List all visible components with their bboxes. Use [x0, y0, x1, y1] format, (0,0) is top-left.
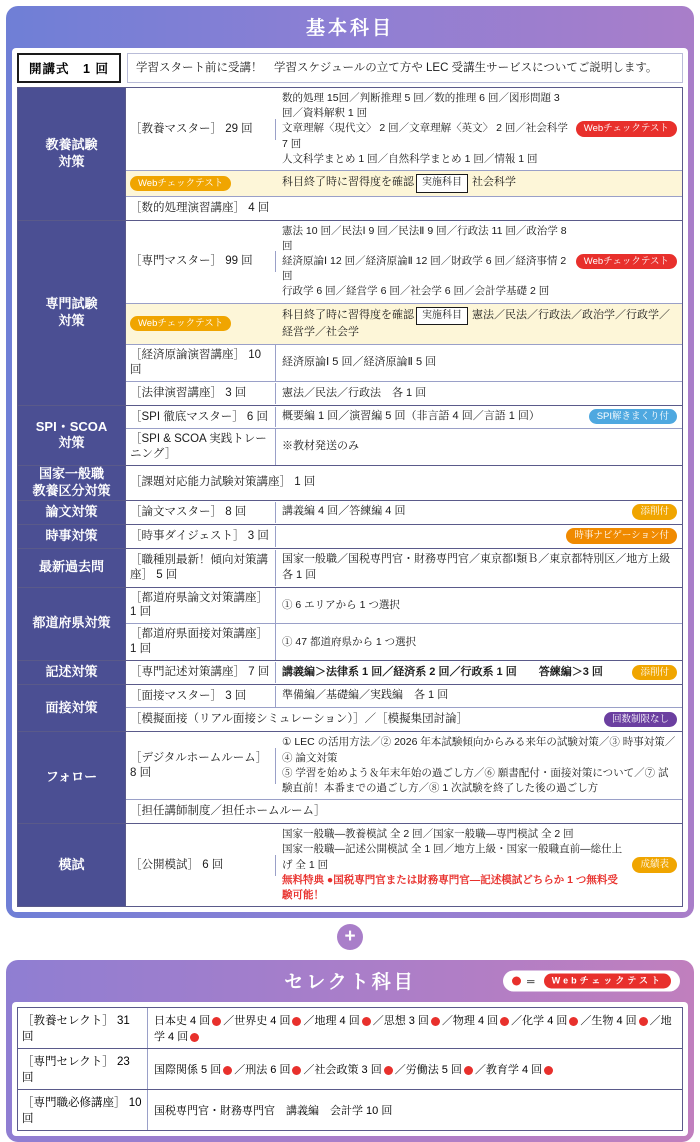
- select-title-text: セレクト科目: [284, 972, 416, 994]
- course-label: ［課題対応能力試験対策講座］ 1 回: [130, 476, 316, 489]
- red-dot-icon: [384, 1066, 393, 1075]
- table-row: [18, 406, 683, 466]
- red-dot-icon: [544, 1066, 553, 1075]
- table-row: [18, 548, 683, 587]
- list-item: [126, 624, 682, 660]
- web-check-chip-wrap: [576, 253, 682, 271]
- list-item: [126, 345, 682, 382]
- red-dot-icon: [212, 1017, 221, 1026]
- opening-notice-text: 学習スタート前に受講！ 学習スケジュールの立て方や LEC 受講生サービスについてご説明します。: [127, 53, 683, 83]
- category-ronbun: 論文対策: [18, 500, 126, 524]
- course-label: ［SPI & SCOA 実践トレーニング］: [126, 429, 276, 465]
- table-row: [18, 465, 683, 500]
- course-label: ［法律演習講座］ 3 回: [126, 383, 276, 404]
- jisshi-kamoku-mark: 実施科目: [416, 174, 468, 193]
- course-label: ［専門マスター］ 99 回: [126, 251, 276, 272]
- section-basic-body: [12, 48, 688, 912]
- category-moshi: 模試: [18, 824, 126, 907]
- table-row: [18, 1049, 683, 1090]
- list-item: [126, 406, 682, 429]
- category-senmon: 専門試験 対策: [18, 220, 126, 405]
- list-item: [18, 1090, 682, 1130]
- web-check-test-chip: Webチェックテスト: [576, 121, 677, 136]
- web-check-test-chip: Webチェックテスト: [130, 316, 231, 331]
- course-label: ［専門セレクト］ 23 回: [18, 1049, 148, 1089]
- red-dot-icon: [639, 1017, 648, 1026]
- legend-web-check: [503, 971, 680, 992]
- kaisu-chip-wrap: [604, 711, 682, 729]
- list-item: [126, 732, 682, 800]
- spi-tokimakuri-chip: SPI解きまくり付: [589, 409, 677, 424]
- web-check-chip-wrap: [576, 120, 682, 138]
- web-check-test-chip: Webチェックテスト: [544, 974, 671, 989]
- red-dot-icon: [464, 1066, 473, 1075]
- tensaku-chip: 添削付: [632, 665, 677, 680]
- course-desc: 数的処理 15回／判断推理 5 回／数的推理 6 回／図形問題 3 回／資料解釈 1 回 文章理解〈現代文〉 2 回／文章理解〈英文〉 2 回／社会科学 7 回 人文科学まとめ 1 回／自然科学まとめ 1 回／情報 1 回: [282, 92, 568, 165]
- course-label: ［デジタルホームルーム］ 8 回: [126, 748, 276, 784]
- red-dot-icon: [292, 1017, 301, 1026]
- table-row: [18, 88, 683, 221]
- table-row: [18, 524, 683, 548]
- red-dot-icon: [500, 1017, 509, 1026]
- section-select: [6, 960, 694, 1142]
- tensaku-chip: 添削付: [632, 504, 677, 519]
- red-dot-icon: [569, 1017, 578, 1026]
- tensaku-chip-wrap: [632, 503, 682, 521]
- course-desc: 憲法／民法／行政法 各 1 回: [282, 386, 427, 399]
- grade-chip-wrap: [632, 856, 682, 874]
- list-item: [18, 1049, 682, 1089]
- jiji-navigation-chip: 時事ナビゲーション付: [566, 528, 677, 543]
- list-item: [126, 88, 682, 171]
- list-item: [126, 661, 682, 684]
- course-label: ［SPI 徹底マスター］ 6 回: [126, 407, 276, 428]
- course-desc: [276, 533, 566, 539]
- free-benefit-note: 無料特典 ●国税専門官または財務専門官―記述模試どちらか 1 つ無料受験可能！: [282, 873, 618, 902]
- table-row: [18, 1008, 683, 1049]
- jisshi-kamoku-mark: 実施科目: [416, 307, 468, 326]
- select-course-table: [17, 1007, 683, 1131]
- list-item: [126, 685, 682, 708]
- course-desc: 国際関係 5 回 ／刑法 6 回 ／社会政策 3 回 ／労働法 5 回 ／教育学 4 回: [148, 1057, 682, 1081]
- section-basic: [6, 6, 694, 918]
- red-dot-icon: [190, 1033, 199, 1042]
- plus-icon: +: [337, 924, 363, 950]
- course-desc: 科目終了時に習得度を確認 実施科目 憲法／民法／行政法／政治学／行政学／経営学／社会学: [282, 308, 670, 339]
- list-item: [126, 382, 682, 405]
- list-item: [126, 304, 682, 345]
- course-desc: ① 47 都道府県から 1 つ選択: [282, 635, 417, 648]
- section-basic-title: 基本科目: [305, 18, 394, 39]
- course-label: ［経済原論演習講座］ 10 回: [126, 345, 276, 381]
- list-item: [126, 824, 682, 906]
- category-kakomon: 最新過去問: [18, 548, 126, 587]
- list-item: [126, 708, 682, 731]
- category-mensetsu: 面接対策: [18, 685, 126, 732]
- course-label: ［都道府県論文対策講座］ 1 回: [126, 588, 276, 624]
- course-desc: 国家一般職／国税専門官・財務専門官／東京都Ⅰ類Ｂ／東京都特別区／地方上級 各 1 回: [282, 552, 682, 581]
- course-desc: 科目終了時に習得度を確認 実施科目 社会科学: [276, 171, 682, 196]
- red-dot-icon: [292, 1066, 301, 1075]
- course-desc: 経済原論Ⅰ 5 回／経済原論Ⅱ 5 回: [282, 356, 437, 369]
- table-row: [18, 587, 683, 661]
- course-label: ［専門職必修講座］ 10 回: [18, 1090, 148, 1130]
- web-check-label: [126, 173, 276, 195]
- table-row: [18, 732, 683, 824]
- course-desc: 準備編／基礎編／実践編 各 1 回: [282, 689, 449, 702]
- list-item: [126, 221, 682, 304]
- list-item: [126, 501, 682, 524]
- course-desc: 講義編 4 回／答練編 4 回: [282, 505, 406, 518]
- plus-separator: [0, 918, 700, 954]
- list-item: [126, 525, 682, 548]
- course-label: ［面接マスター］ 3 回: [126, 686, 276, 707]
- course-desc: 講義編＞法律系 1 回／経済系 2 回／行政系 1 回 答練編＞3 回: [282, 665, 603, 678]
- course-label: ［専門記述対策講座］ 7 回: [126, 662, 276, 683]
- spi-chip-wrap: [589, 408, 682, 426]
- category-kijutsu: 記述対策: [18, 661, 126, 685]
- category-jiji: 時事対策: [18, 524, 126, 548]
- tensaku-chip-wrap: [632, 664, 682, 682]
- course-desc: ※教材発送のみ: [282, 439, 359, 452]
- course-label: ［論文マスター］ 8 回: [126, 502, 276, 523]
- web-check-test-chip: Webチェックテスト: [576, 254, 677, 269]
- list-item: [126, 800, 682, 823]
- course-label: ［教養セレクト］ 31 回: [18, 1008, 148, 1048]
- course-label: ［公開模試］ 6 回: [126, 855, 276, 876]
- section-select-body: [12, 1002, 688, 1136]
- table-row: [18, 685, 683, 732]
- list-item: [126, 588, 682, 625]
- course-desc: ① LEC の活用方法／② 2026 年本試験傾向からみる来年の試験対策／③ 時事対策／④ 論文対策 ⑤ 学習を始めよう＆年末年始の過ごし方／⑥ 願書配付・面接対策について／⑦ 試験直前！本番までの過ごし方／⑧ 1 次試験を終了した後の過ごし方: [282, 736, 676, 794]
- red-dot-icon: [431, 1017, 440, 1026]
- legend-equals: ＝: [525, 977, 539, 989]
- list-item: [126, 549, 682, 587]
- table-row: [18, 824, 683, 907]
- course-desc: 概要編 1 回／演習編 5 回（非言語 4 回／言語 1 回）: [282, 410, 540, 423]
- course-label: ［教養マスター］ 29 回: [126, 119, 276, 140]
- red-dot-icon: [512, 977, 521, 986]
- course-desc: 日本史 4 回 ／世界史 4 回 ／地理 4 回 ／思想 3 回 ／物理 4 回 ／化学 4 回 ／生物 4 回 ／地学 4 回: [154, 1015, 672, 1044]
- table-row: [18, 500, 683, 524]
- basic-course-table: [17, 87, 683, 907]
- list-item: [126, 429, 682, 465]
- table-row: [18, 1090, 683, 1131]
- course-label: ［担任講師制度／担任ホームルーム］: [130, 805, 326, 818]
- course-label: ［数的処理演習講座］ 4 回: [130, 201, 270, 214]
- course-label: ［職種別最新！傾向対策講座］ 5 回: [126, 550, 276, 586]
- category-kyouyou: 教養試験 対策: [18, 88, 126, 221]
- list-item: [18, 1008, 682, 1048]
- web-check-test-chip: Webチェックテスト: [130, 176, 231, 191]
- table-row: [18, 661, 683, 685]
- table-row: [18, 220, 683, 405]
- list-item: [126, 197, 682, 220]
- list-item: [126, 171, 682, 197]
- course-label: ［模擬面接（リアル面接シミュレーション）］／［模擬集団討論］: [130, 713, 469, 726]
- kaisu-seigen-nashi-chip: 回数制限なし: [604, 712, 677, 727]
- course-label: ［時事ダイジェスト］ 3 回: [126, 526, 276, 547]
- category-todofuken: 都道府県対策: [18, 587, 126, 661]
- course-desc: 国税専門官・財務専門官 講義編 会計学 10 回: [154, 1105, 393, 1118]
- category-kokka-ippan: 国家一般職 教養区分対策: [18, 465, 126, 500]
- section-select-title: [6, 960, 694, 1002]
- jiji-nav-chip-wrap: [566, 527, 682, 545]
- opening-badge: 開講式 1 回: [17, 53, 121, 83]
- course-label: ［都道府県面接対策講座］ 1 回: [126, 624, 276, 660]
- list-item: [126, 471, 682, 494]
- web-check-label: [126, 313, 276, 335]
- category-spi-scoa: SPI・SCOA 対策: [18, 406, 126, 466]
- page-root: [0, 6, 700, 1142]
- red-dot-icon: [223, 1066, 232, 1075]
- category-follow: フォロー: [18, 732, 126, 824]
- course-desc: 憲法 10 回／民法Ⅰ 9 回／民法Ⅱ 9 回／行政法 11 回／政治学 8 回 経済原論Ⅰ 12 回／経済原論Ⅱ 12 回／財政学 6 回／経済事情 2 回 行政学 6 回／経営学 6 回／社会学 6 回／会計学基礎 2 回: [282, 224, 567, 298]
- course-desc: 国家一般職―教養模試 全 2 回／国家一般職―専門模試 全 2 回 国家一般職―記述公開模試 全 1 回／地方上級・国家一般職直前―総仕上げ 全 1 回 無料特典 ●国税専門官または財務専門官―記述模試どちらか 1 つ無料受験可能！: [282, 828, 623, 902]
- opening-notice-row: [12, 48, 688, 87]
- seiseki-hyou-chip: 成績表: [632, 857, 677, 872]
- course-desc: ① 6 エリアから 1 つ選択: [282, 598, 400, 611]
- red-dot-icon: [362, 1017, 371, 1026]
